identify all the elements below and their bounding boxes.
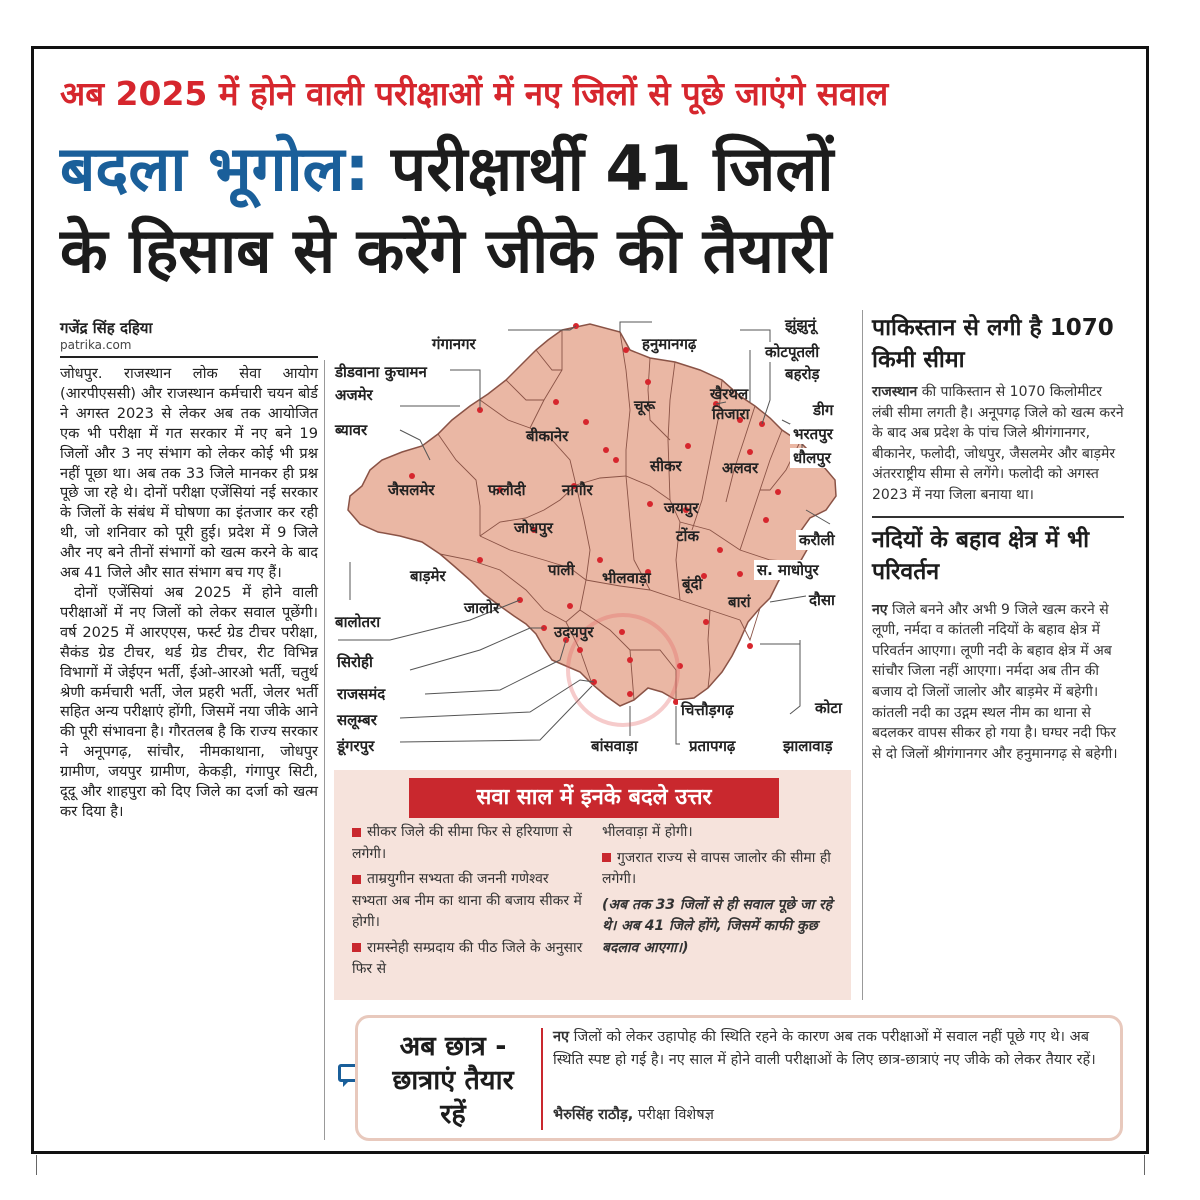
section-body-rivers: जिले बनने और अभी 9 जिले खत्म करने से लूणी, नर्मदा व कांतली नदियों के बहाव क्षेत्र में परिवर्तन आएगा। लूणी नदी के बहाव क्षेत्र में अब सांचौर जिला नहीं आएगा। नर्मदा अब तीन की बजाय दो जिलों जालोर और बाड़मेर में बहेगी। कांतली नदी का उद्गम स्थल नीम का थाना से बदलकर वापस सीकर हो गया है। घग्घर नदी फिर से दो जिलों श्रीगंगानगर और हनुमानगढ़ से बहेगी। — [872, 601, 1118, 762]
bullet-icon — [352, 875, 361, 884]
section-separator — [872, 516, 1124, 518]
map-label-pali: पाली — [548, 561, 575, 579]
map-label-tijara: तिजारा — [712, 405, 750, 423]
map-label-jhunjhunu: झुंझुनूं — [782, 315, 819, 335]
answer-item — [602, 848, 837, 891]
answers-note: (अब तक 33 जिलों से ही सवाल पूछे जा रहे थे। अब 41 जिले होंगे, जिसमें काफी कुछ बदलाव आएगा।) — [602, 896, 833, 956]
map-label-karauli: करौली — [796, 530, 838, 550]
map-label-jaisalmer: जैसलमेर — [388, 481, 435, 499]
section-lead-border: राजस्थान — [872, 384, 918, 400]
headline-line2: के हिसाब से करेंगे जीके की तैयारी — [60, 214, 832, 287]
byline-author: गजेंद्र सिंह दहिया — [60, 319, 153, 337]
map-label-bikaner: बीकानेर — [526, 427, 569, 445]
article-paragraph-2: दोनों एजेंसियां अब 2025 में होने वाली परीक्षाओं में नए जिलों को लेकर सवाल पूछेंगी। वर्ष 2025 में आरएएस, फर्स्ट ग्रेड टीचर परीक्षा, सैकंड ग्रेड टीचर, थर्ड ग्रेड टीचर, रीट विभिन्न विभागों में जेईएन भर्ती, ईओ-आरओ भर्ती, चतुर्थ श्रेणी कर्मचारी भर्ती, जेल प्रहरी भर्ती, जेलर भर्ती सहित अन्य परीक्षाएं होंगी, जिसमें नया जीके आने की पूरी संभावना है। गौरतलब है कि राज्य सरकार ने अनूपगढ़, सांचौर, नीमकाथाना, जोधपुर ग्रामीण, जयपुर ग्रामीण, केकड़ी, गंगापुर सिटी, दूदू और शाहपुरा को दिए जिले का दर्जा को खत्म कर दिया है। — [60, 583, 318, 820]
map-label-jhalawar: झालावाड़ — [780, 736, 836, 756]
crop-mark-left — [36, 1155, 37, 1175]
rajasthan-district-map — [330, 310, 860, 770]
map-label-didwana: डीडवाना कुचामन — [332, 362, 430, 382]
left-article-column — [60, 364, 318, 822]
headline-line1: परीक्षार्थी 41 जिलों — [390, 132, 834, 205]
map-label-churu: चूरू — [634, 397, 656, 415]
answer-item — [352, 822, 587, 865]
map-label-kota: कोटा — [812, 698, 845, 718]
byline-source: patrika.com — [60, 338, 132, 352]
map-label-chittorgarh: चित्तौड़गढ़ — [678, 700, 737, 720]
section-text-border — [872, 382, 1124, 506]
map-label-pratapgarh: प्रतापगढ़ — [686, 736, 738, 756]
map-label-bundi: बूंदी — [682, 575, 703, 593]
section-text-rivers — [872, 600, 1124, 765]
map-label-sikar: सीकर — [650, 457, 682, 475]
answers-right-column — [602, 822, 837, 963]
bullet-icon — [352, 828, 361, 837]
map-label-sirohi: सिरोही — [334, 652, 376, 672]
quote-lead: नए — [553, 1029, 570, 1045]
answer-item — [352, 938, 587, 981]
answer-text: सीकर जिले की सीमा फिर से हरियाणा से लगेगी। — [352, 824, 573, 862]
section-heading-rivers: नदियों के बहाव क्षेत्र में भी परिवर्तन — [872, 526, 1090, 585]
map-label-phalodi: फलौदी — [488, 481, 526, 499]
headline-accent: बदला भूगोल — [60, 132, 345, 205]
answer-text: ताम्रयुगीन सभ्यता की जननी गणेश्वर सभ्यता अब नीम का थाना की बजाय सीकर में होगी। — [352, 871, 582, 930]
quote-text — [553, 1026, 1113, 1072]
right-column — [872, 312, 1124, 764]
quote-author — [553, 1104, 714, 1124]
map-label-ajmer: अजमेर — [332, 385, 376, 405]
section-heading-border: पाकिस्तान से लगी है 1070 किमी सीमा — [872, 315, 1114, 373]
map-label-alwar: अलवर — [722, 459, 759, 477]
headline-separator: : — [344, 132, 370, 205]
map-label-dungarpur: डूंगरपुर — [334, 736, 377, 756]
changed-answers-box — [334, 770, 851, 1000]
map-label-hanumangarh: हनुमानगढ़ — [642, 335, 697, 353]
map-label-sawai-madhopur: स. माधोपुर — [754, 560, 822, 580]
map-label-salumbar: सलूम्बर — [334, 710, 380, 730]
quote-divider — [541, 1028, 543, 1130]
map-label-dausa: दौसा — [806, 590, 838, 610]
map-label-bhilwara: भीलवाड़ा — [602, 569, 651, 587]
map-label-balotra: बालोतरा — [332, 612, 383, 632]
answers-left-column — [352, 822, 587, 985]
map-label-bharatpur: भरतपुर — [790, 424, 836, 444]
map-label-tonk: टोंक — [676, 527, 699, 545]
bullet-icon — [352, 943, 361, 952]
crop-mark-right — [1144, 1155, 1145, 1175]
byline-rule — [60, 356, 318, 358]
quote-author-name: भैरुसिंह राठौड़, — [553, 1107, 634, 1123]
column-divider-right — [862, 310, 863, 1000]
map-label-dholpur: धौलपुर — [790, 448, 834, 468]
quote-author-role: परीक्षा विशेषज्ञ — [633, 1107, 714, 1123]
section-body-border: की पाकिस्तान से 1070 किलोमीटर लंबी सीमा लगती है। अनूपगढ़ जिले को खत्म करने के बाद अब प्रदेश के पांच जिले श्रीगंगानगर, बीकानेर, फलोदी, जोधपुर, जैसलमेर और बाड़मेर अंतरराष्ट्रीय सीमा से लगेंगे। फलोदी को अगस्त 2023 में नया जिला बनाया था। — [872, 384, 1124, 503]
map-label-jodhpur: जोधपुर — [514, 519, 553, 537]
section-lead-rivers: नए — [872, 601, 888, 618]
map-label-banswara: बांसवाड़ा — [588, 736, 641, 756]
answer-item — [352, 869, 587, 934]
map-label-udaipur: उदयपुर — [554, 623, 594, 641]
map-label-beawar: ब्यावर — [332, 420, 370, 440]
bullet-icon — [602, 853, 611, 862]
map-label-nagaur: नागौर — [562, 481, 593, 499]
map-label-baran: बारां — [728, 593, 751, 611]
quote-title: अब छात्र - छात्राएं तैयार रहें — [392, 1031, 514, 1130]
expert-quote-box — [355, 1015, 1123, 1141]
map-label-barmer: बाड़मेर — [410, 567, 446, 585]
changed-answers-title: सवा साल में इनके बदले उत्तर — [409, 778, 779, 818]
answer-text: गुजरात राज्य से वापस जालोर की सीमा ही लगेगी। — [602, 849, 831, 887]
map-label-khairthal: खैरथल — [710, 385, 749, 403]
map-label-kotputli: कोटपूतली — [762, 342, 822, 362]
answer-continuation: भीलवाड़ा में होगी। — [602, 824, 693, 840]
article-paragraph-1: जोधपुर. राजस्थान लोक सेवा आयोग (आरपीएससी) और राजस्थान कर्मचारी चयन बोर्ड ने अगस्त 2023 से लेकर अब तक आयोजित एक भी परीक्षा में गत सरकार में नए बने 19 जिलों और 3 नए संभाग को लेकर कोई भी प्रश्न नहीं पूछा था। अब तक 33 जिले मानकर ही प्रश्न पूछे जा रहे थे। दोनों परीक्षा एजेंसियां नई सरकार के जिलों के संबंध में घोषणा का इंतजार कर रही थी, जो शनिवार को पूरी हुई। प्रदेश में 9 जिले और नए बने तीनों संभागों को खत्म करने के बाद अब 41 जिले और सात संभाग बच गए हैं। — [60, 365, 318, 582]
map-label-ganganagar: गंगानगर — [432, 335, 476, 353]
kicker-headline: अब 2025 में होने वाली परीक्षाओं में नए जिलों से पूछे जाएंगे सवाल — [60, 74, 889, 113]
map-label-behror: बहरोड़ — [782, 364, 823, 384]
map-label-jalore: जालोर — [464, 599, 500, 617]
quote-body: जिलों को लेकर उहापोह की स्थिति रहने के कारण अब तक परीक्षाओं में सवाल नहीं पूछे गए थे। अब स्थिति स्पष्ट हो गई है। नए साल में होने वाली परीक्षाओं के लिए छात्र-छात्राएं नए जीके को लेकर तैयार रहें। — [553, 1029, 1096, 1068]
answer-text: रामस्नेही सम्प्रदाय की पीठ जिले के अनुसार फिर से — [352, 939, 583, 977]
map-label-jaipur: जयपुर — [664, 499, 699, 517]
main-headline — [60, 128, 1130, 292]
map-label-deeg: डीग — [810, 400, 836, 420]
map-label-rajsamand: राजसमंद — [334, 684, 388, 704]
column-divider-left — [324, 360, 325, 1140]
